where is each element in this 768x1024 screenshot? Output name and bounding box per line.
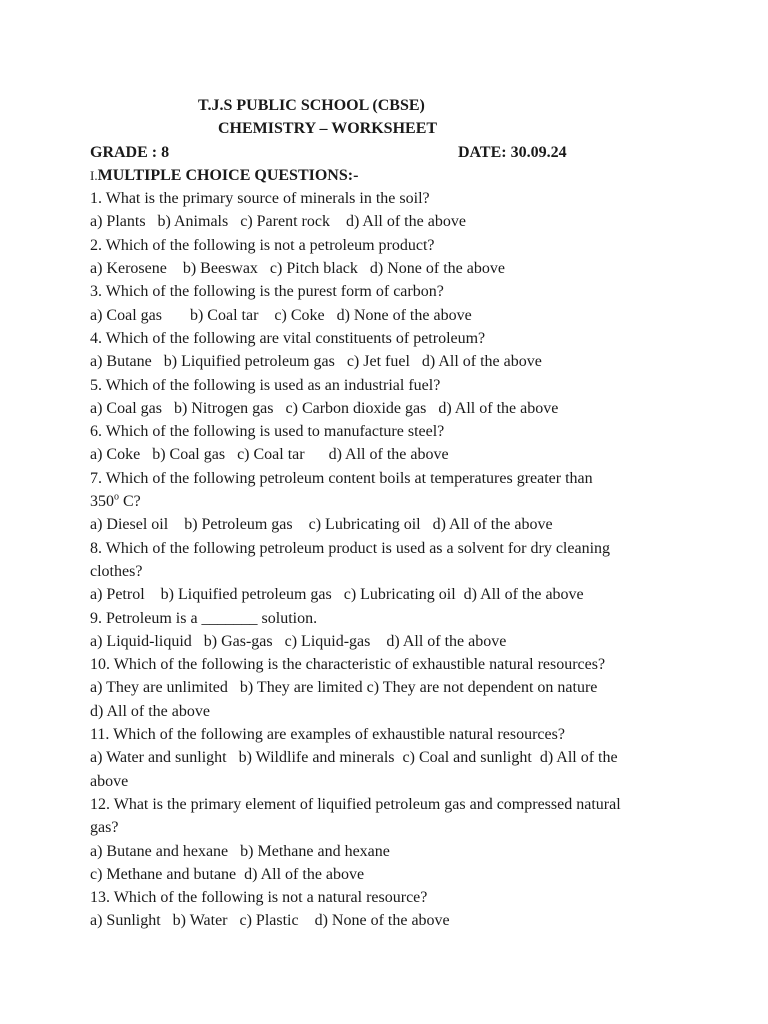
question-text: 12. What is the primary element of liquified petroleum gas and compressed natural [90, 795, 621, 813]
question-11 [90, 723, 690, 793]
question-text: 10. Which of the following is the characteristic of exhaustible natural resources? [90, 656, 606, 674]
question-text-continued [90, 560, 690, 583]
answer-options: a) Water and sunlight b) Wildlife and minerals c) Coal and sunlight d) All of the [90, 749, 618, 767]
answer-options: a) Diesel oil b) Petroleum gas c) Lubricating oil d) All of the above [90, 516, 553, 534]
question-text-continued [90, 816, 690, 839]
question-text: 5. Which of the following is used as an industrial fuel? [90, 376, 441, 394]
answer-options: c) Methane and butane d) All of the above [90, 865, 365, 883]
grade-date-row [90, 141, 690, 164]
question-5 [90, 374, 690, 421]
answer-options: a) Coal gas b) Nitrogen gas c) Carbon dioxide gas d) All of the above [90, 399, 559, 417]
question-13 [90, 886, 690, 933]
question-text-continued [90, 490, 690, 513]
question-text: 7. Which of the following petroleum content boils at temperatures greater than [90, 469, 593, 487]
answer-options: a) Coal gas b) Coal tar c) Coke d) None of the above [90, 306, 472, 324]
question-text: 3. Which of the following is the purest form of carbon? [90, 283, 444, 301]
question-list [90, 187, 690, 933]
section-title: MULTIPLE CHOICE QUESTIONS:- [97, 166, 359, 184]
question-1 [90, 187, 690, 234]
school-name: T.J.S PUBLIC SCHOOL (CBSE) [198, 97, 425, 114]
question-text-part: clothes? [90, 562, 143, 580]
question-text: 11. Which of the following are examples of exhaustible natural resources? [90, 726, 565, 744]
answer-options: a) Coke b) Coal gas c) Coal tar d) All of the above [90, 446, 449, 464]
question-text-part: C? [119, 493, 141, 511]
question-text: 8. Which of the following petroleum product is used as a solvent for dry cleaning [90, 539, 611, 557]
question-3 [90, 280, 690, 327]
question-9 [90, 607, 690, 654]
answer-options: a) Butane and hexane b) Methane and hexane [90, 842, 390, 860]
answer-options: a) Petrol b) Liquified petroleum gas c) Lubricating oil d) All of the above [90, 586, 584, 604]
date-label: DATE: 30.09.24 [458, 143, 567, 161]
question-4 [90, 327, 690, 374]
question-6 [90, 420, 690, 467]
question-text: 4. Which of the following are vital constituents of petroleum? [90, 329, 486, 347]
grade-label: GRADE : 8 [90, 143, 170, 161]
question-text-part: gas? [90, 819, 119, 837]
answer-options: a) Liquid-liquid b) Gas-gas c) Liquid-gas d) All of the above [90, 632, 507, 650]
question-text: 9. Petroleum is a _______ solution. [90, 609, 318, 627]
answer-options: a) Kerosene b) Beeswax c) Pitch black d) None of the above [90, 260, 505, 278]
answer-options: a) Plants b) Animals c) Parent rock d) All of the above [90, 213, 466, 231]
question-7 [90, 467, 690, 537]
question-text: 13. Which of the following is not a natural resource? [90, 889, 428, 907]
question-text-part: 350 [90, 493, 114, 511]
question-2 [90, 234, 690, 281]
worksheet-title: CHEMISTRY – WORKSHEET [218, 120, 438, 138]
answer-options: a) Butane b) Liquified petroleum gas c) Jet fuel d) All of the above [90, 353, 542, 371]
question-10 [90, 653, 690, 723]
section-heading [90, 164, 690, 187]
answer-options: a) They are unlimited b) They are limited c) They are not dependent on nature [90, 679, 598, 697]
question-text: 2. Which of the following is not a petroleum product? [90, 236, 435, 254]
question-12 [90, 793, 690, 886]
answer-options: above [90, 772, 129, 790]
question-text: 1. What is the primary source of minerals in the soil? [90, 190, 430, 208]
answer-options: d) All of the above [90, 702, 210, 720]
worksheet-page [90, 94, 690, 933]
question-text: 6. Which of the following is used to manufacture steel? [90, 423, 445, 441]
degree-superscript: o [114, 491, 119, 503]
answer-options: a) Sunlight b) Water c) Plastic d) None of the above [90, 912, 450, 930]
question-8 [90, 537, 690, 607]
section-number: I. [90, 167, 98, 183]
